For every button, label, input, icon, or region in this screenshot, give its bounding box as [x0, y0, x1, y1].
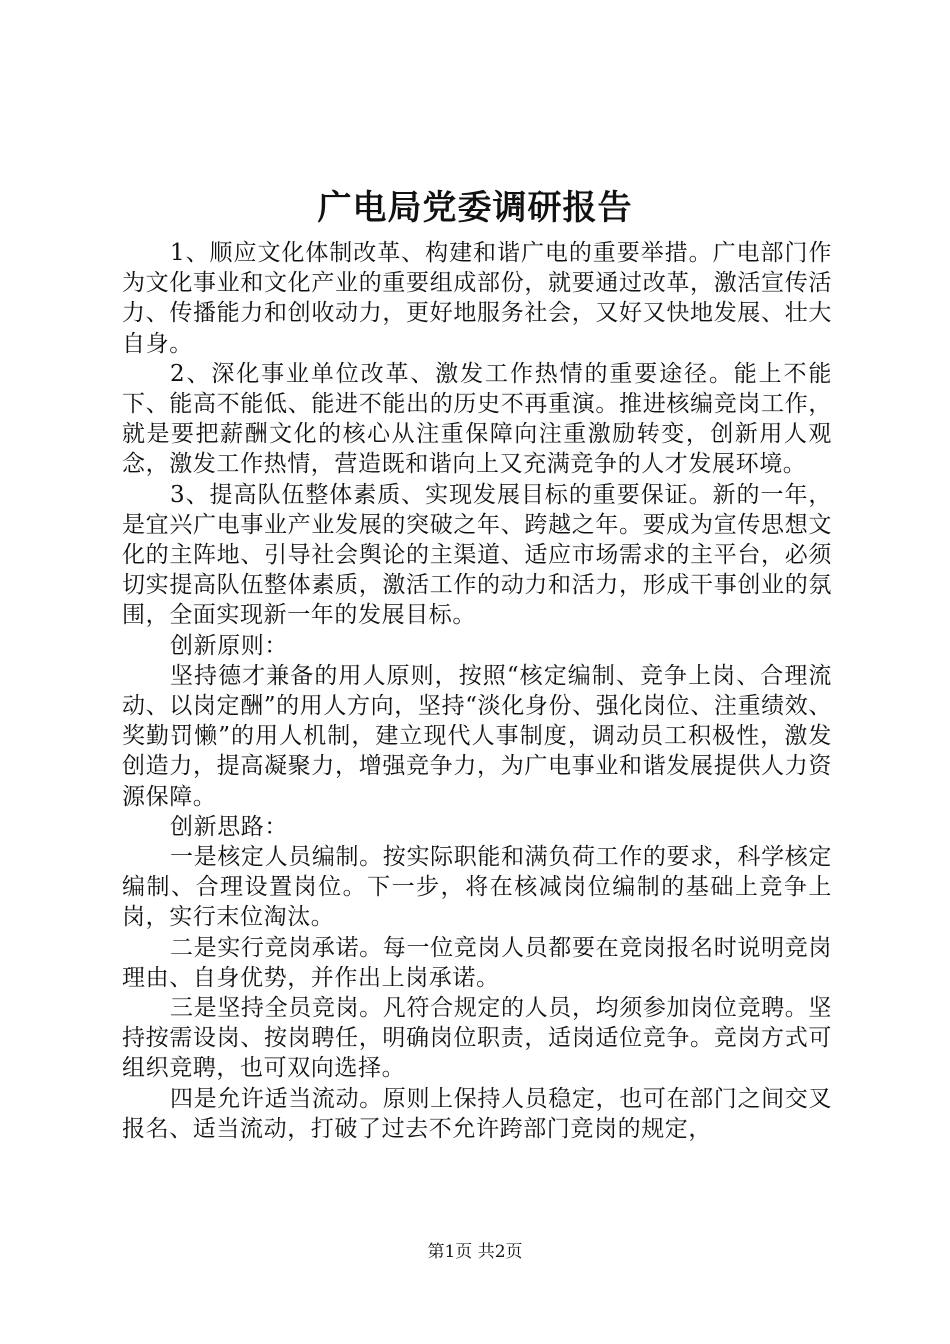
- paragraph-idea-1: 一是核定人员编制。按实际职能和满负荷工作的要求，科学核定编制、合理设置岗位。下一步，将在核减岗位编制的基础上竞争上岗，实行末位淘汰。: [122, 844, 832, 931]
- paragraph-2: 2、深化事业单位改革、激发工作热情的重要途径。能上不能下、能高不能低、能进不能出的历史不再重演。推进核编竞岗工作，就是要把薪酬文化的核心从注重保障向注重激励转变，创新用人观念，激发工作热情，营造既和谐向上又充满竞争的人才发展环境。: [122, 360, 832, 478]
- document-body: [122, 238, 832, 1144]
- paragraph-idea-2: 二是实行竞岗承诺。每一位竞岗人员都要在竞岗报名时说明竞岗理由、自身优势，并作出上岗承诺。: [122, 934, 832, 991]
- document-title: 广电局党委调研报告: [317, 188, 633, 228]
- paragraph-principles: 坚持德才兼备的用人原则，按照“核定编制、竞争上岗、合理流动、以岗定酬”的用人方向，坚持“淡化身份、强化岗位、注重绩效、奖勤罚懒”的用人机制，建立现代人事制度，调动员工积极性，激发创造力，提高凝聚力，增强竞争力，为广电事业和谐发展提供人力资源保障。: [122, 662, 832, 810]
- paragraph-3: 3、提高队伍整体素质、实现发展目标的重要保证。新的一年，是宜兴广电事业产业发展的突破之年、跨越之年。要成为宣传思想文化的主阵地、引导社会舆论的主渠道、适应市场需求的主平台，必须切实提高队伍整体素质，激活工作的动力和活力，形成干事创业的氛围，全面实现新一年的发展目标。: [122, 481, 832, 629]
- page-footer: 第1页 共2页: [427, 1242, 523, 1262]
- section-heading-principles: 创新原则：: [170, 632, 288, 659]
- paragraph-idea-4: 四是允许适当流动。原则上保持人员稳定，也可在部门之间交叉报名、适当流动，打破了过去不允许跨部门竞岗的规定，: [122, 1085, 832, 1142]
- paragraph-1: 1、顺应文化体制改革、构建和谐广电的重要举措。广电部门作为文化事业和文化产业的重要组成部份，就要通过改革，激活宣传活力、传播能力和创收动力，更好地服务社会，又好又快地发展、壮大自身。: [122, 240, 832, 357]
- paragraph-idea-3: 三是坚持全员竞岗。凡符合规定的人员，均须参加岗位竞聘。坚持按需设岗、按岗聘任，明确岗位职责，适岗适位竞争。竞岗方式可组织竞聘，也可双向选择。: [122, 995, 832, 1082]
- section-heading-ideas: 创新思路：: [170, 813, 288, 840]
